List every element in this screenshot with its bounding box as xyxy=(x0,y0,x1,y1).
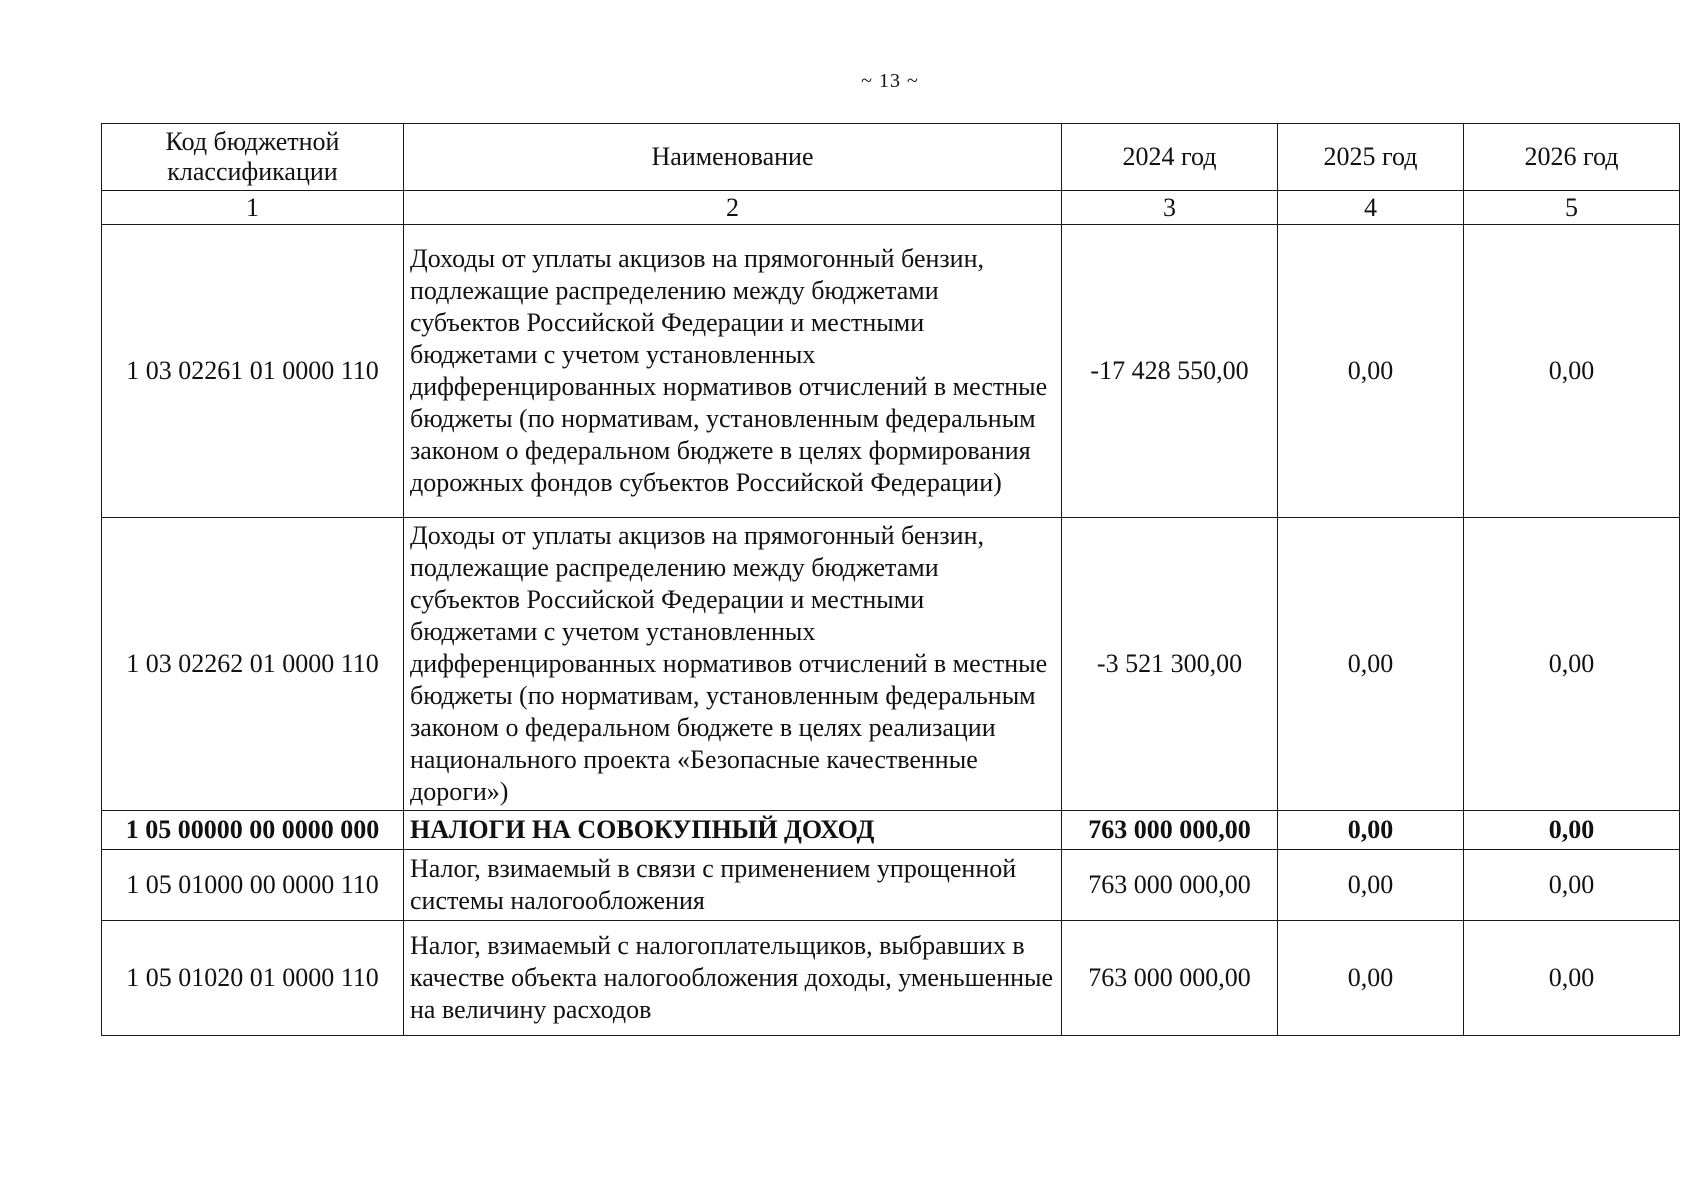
table-row xyxy=(102,225,1680,518)
amount-2025-cell: 0,00 xyxy=(1278,850,1464,921)
column-number: 4 xyxy=(1278,191,1464,225)
amount-2025-cell: 0,00 xyxy=(1278,225,1464,518)
amount-2024-cell: 763 000 000,00 xyxy=(1062,921,1278,1036)
header-code: Код бюджетной классификации xyxy=(102,124,404,191)
budget-code-cell: 1 05 00000 00 0000 000 xyxy=(102,811,404,850)
header-name: Наименование xyxy=(404,124,1062,191)
amount-2024-cell: 763 000 000,00 xyxy=(1062,850,1278,921)
header-year-2025: 2025 год xyxy=(1278,124,1464,191)
column-number-row xyxy=(102,191,1680,225)
column-number: 5 xyxy=(1464,191,1680,225)
amount-2025-cell: 0,00 xyxy=(1278,811,1464,850)
table-row xyxy=(102,921,1680,1036)
table-header-row xyxy=(102,124,1680,191)
amount-2026-cell: 0,00 xyxy=(1464,225,1680,518)
budget-code-cell: 1 05 01020 01 0000 110 xyxy=(102,921,404,1036)
table-row xyxy=(102,850,1680,921)
amount-2024-cell: -17 428 550,00 xyxy=(1062,225,1278,518)
item-name-cell: Налог, взимаемый с налогоплательщиков, выбравших в качестве объекта налогообложения доходы, уменьшенные на величину расходов xyxy=(404,921,1062,1036)
amount-2024-cell: -3 521 300,00 xyxy=(1062,518,1278,811)
budget-code-cell: 1 03 02261 01 0000 110 xyxy=(102,225,404,518)
item-name-cell: НАЛОГИ НА СОВОКУПНЫЙ ДОХОД xyxy=(404,811,1062,850)
item-name-cell: Доходы от уплаты акцизов на прямогонный бензин, подлежащие распределению между бюджетами субъектов Российской Федерации и местными бюджетами с учетом установленных дифференцированных нормативов отчислений в местные бюджеты (по нормативам, установленным федеральным законом о федеральном бюджете в целях реализации национального проекта «Безопасные качественные дороги») xyxy=(404,518,1062,811)
amount-2026-cell: 0,00 xyxy=(1464,518,1680,811)
amount-2026-cell: 0,00 xyxy=(1464,921,1680,1036)
column-number: 3 xyxy=(1062,191,1278,225)
budget-code-cell: 1 03 02262 01 0000 110 xyxy=(102,518,404,811)
budget-code-cell: 1 05 01000 00 0000 110 xyxy=(102,850,404,921)
amount-2026-cell: 0,00 xyxy=(1464,811,1680,850)
header-year-2026: 2026 год xyxy=(1464,124,1680,191)
amount-2025-cell: 0,00 xyxy=(1278,921,1464,1036)
amount-2026-cell: 0,00 xyxy=(1464,850,1680,921)
budget-table xyxy=(101,123,1680,1036)
page-number: ~ 13 ~ xyxy=(861,70,919,92)
table-row xyxy=(102,518,1680,811)
column-number: 1 xyxy=(102,191,404,225)
table-row-section-total xyxy=(102,811,1680,850)
amount-2025-cell: 0,00 xyxy=(1278,518,1464,811)
item-name-cell: Налог, взимаемый в связи с применением упрощенной системы налогообложения xyxy=(404,850,1062,921)
amount-2024-cell: 763 000 000,00 xyxy=(1062,811,1278,850)
column-number: 2 xyxy=(404,191,1062,225)
item-name-cell: Доходы от уплаты акцизов на прямогонный бензин, подлежащие распределению между бюджетами субъектов Российской Федерации и местными бюджетами с учетом установленных дифференцированных нормативов отчислений в местные бюджеты (по нормативам, установленным федеральным законом о федеральном бюджете в целях формирования дорожных фондов субъектов Российской Федерации) xyxy=(404,225,1062,518)
header-year-2024: 2024 год xyxy=(1062,124,1278,191)
